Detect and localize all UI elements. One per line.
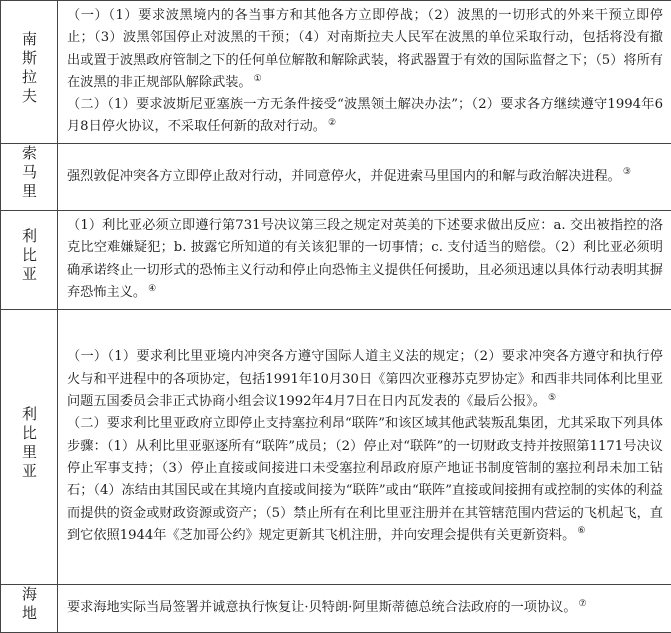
footnote-marker: ① bbox=[254, 74, 262, 84]
requirement-text: （二）（1）要求波斯尼亚塞族一方无条件接受“波黑领土解决办法”；（2）要求各方继续遵守1994年6月8日停火协议，不采取任何新的敌对行动。 bbox=[67, 97, 663, 134]
requirement-cell bbox=[58, 584, 671, 632]
requirement-text: （二）要求利比里亚政府立即停止支持塞拉利昂“联阵”和该区域其他武装叛乱集团，尤其采取下列具体步骤：（1）从利比里亚驱逐所有“联阵”成员；（2）停止对“联阵”的一切财政支持并按照第1171号决议停止军事支持；（3）停止直接或间接进口未受塞拉利昂政府原产地证书制度管制的塞拉利昂未加工钻石；（4）冻结由其国民或在其境内直接或间接为“联阵”或由“联阵”直接或间接拥有或控制的实体的利益而提供的资金或财政资源或资产；（5）禁止所有在利比里亚注册并在其管辖范围内营运的飞机起飞，直到它依照1944年《芝加哥公约》规定更新其飞机注册，并向安理会提供有关更新资料。 bbox=[67, 416, 663, 542]
footnote-marker: ④ bbox=[148, 284, 156, 294]
requirement-text: （一）（1）要求利比里亚境内冲突各方遵守国际人道主义法的规定；（2）要求冲突各方遵守和执行停火与和平进程中的各项协定，包括1991年10月30日《第四次亚穆苏克罗协定》和西非共同体利比里亚问题五国委员会非正式协商小组会议1992年4月7日在日内瓦发表的《最后公报》。 bbox=[67, 349, 663, 409]
requirement-cell bbox=[58, 1, 671, 144]
footnote-marker: ③ bbox=[623, 167, 631, 177]
footnote-marker: ② bbox=[328, 118, 336, 128]
country-cell bbox=[1, 143, 58, 210]
country-cell bbox=[1, 210, 58, 309]
requirement-text: 强烈敦促冲突各方立即停止敌对行动，并同意停火，并促进索马里国内的和解与政治解决进程。 bbox=[67, 169, 621, 184]
country-name: 利比亚 bbox=[18, 228, 40, 285]
requirement-paragraph bbox=[67, 215, 663, 304]
requirement-cell bbox=[58, 309, 671, 584]
table-row bbox=[1, 143, 671, 210]
table-row bbox=[1, 1, 671, 144]
country-name: 南斯拉夫 bbox=[18, 31, 40, 107]
requirement-paragraph bbox=[67, 94, 663, 139]
table-row bbox=[1, 584, 671, 632]
requirement-paragraph bbox=[67, 346, 663, 413]
country-name: 索马里 bbox=[18, 145, 40, 202]
table-row bbox=[1, 210, 671, 309]
table-row bbox=[1, 309, 671, 584]
country-cell bbox=[1, 309, 58, 584]
requirement-paragraph bbox=[67, 413, 663, 547]
requirement-text: （一）（1）要求波黑境内的各当事方和其他各方立即停战；（2）波黑的一切形式的外来干预立即停止；（3）波黑邻国停止对波黑的干预；（4）对南斯拉夫人民军在波黑的单位采取行动，包括将没有撤出或置于波黑政府管制之下的任何单位解散和解除武装，将武器置于有效的国际监督之下；（5）将所有在波黑的非正规部队解除武装。 bbox=[67, 8, 663, 90]
requirement-paragraph bbox=[67, 597, 663, 619]
footnote-marker: ⑤ bbox=[548, 393, 556, 403]
requirement-cell bbox=[58, 210, 671, 309]
footnote-marker: ⑥ bbox=[577, 526, 585, 536]
requirement-text: （1）利比亚必须立即遵行第731号决议第三段之规定对英美的下述要求做出反应：a. 交出被指控的洛克比空难嫌疑犯；b. 披露它所知道的有关该犯罪的一切事情；c. 支付适当的赔偿。（2）利比亚必须明确承诺终止一切形式的恐怖主义行动和停止向恐怖主义提供任何援助，且必须迅速以具体行动表明其摒弃恐怖主义。 bbox=[67, 218, 663, 300]
country-name: 利比里亚 bbox=[18, 406, 40, 482]
requirement-cell bbox=[58, 143, 671, 210]
requirement-text: 要求海地实际当局签署并诚意执行恢复让·贝特朗·阿里斯蒂德总统合法政府的一项协议。 bbox=[67, 600, 577, 615]
requirement-paragraph bbox=[67, 166, 663, 188]
footnote-marker: ⑦ bbox=[579, 599, 587, 609]
requirement-paragraph bbox=[67, 5, 663, 94]
country-name: 海地 bbox=[18, 586, 40, 624]
country-cell bbox=[1, 1, 58, 144]
country-cell bbox=[1, 584, 58, 632]
